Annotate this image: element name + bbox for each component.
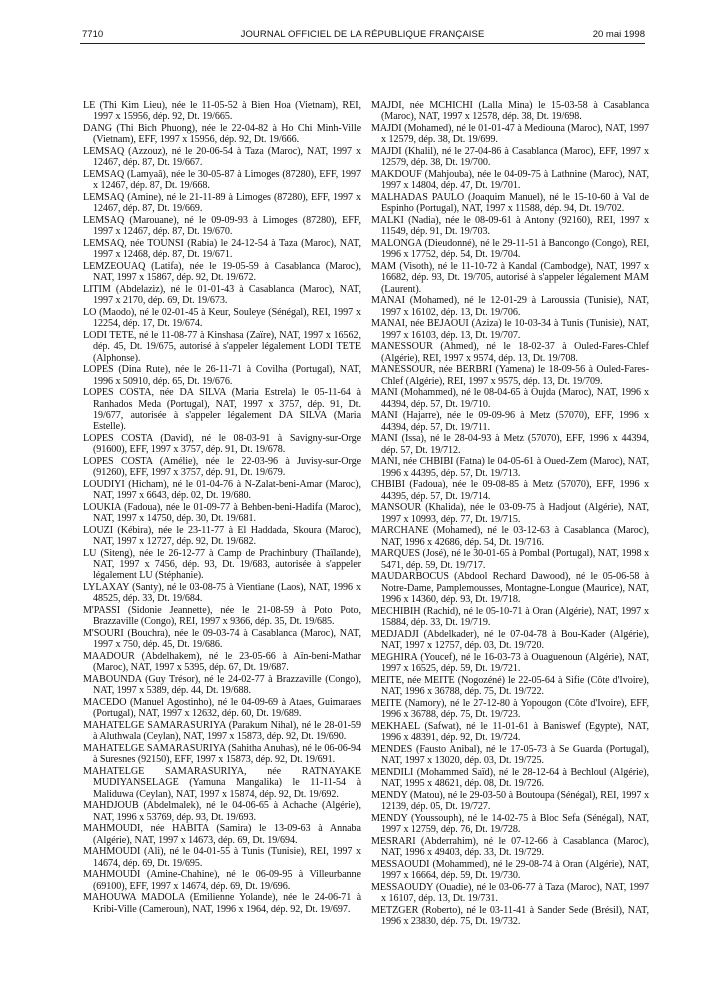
issue-date: 20 mai 1998 xyxy=(592,29,645,40)
naturalization-entry: MAUDARBOCUS (Abdool Rechard Dawood), né le 05-06-58 à Notre-Dame, Pamplemousses, Montagne-Longue (Maurice), NAT, 1996 x 14360, dép. 93, Dt. 19/718. xyxy=(371,571,649,605)
left-column xyxy=(83,100,361,928)
naturalization-entry: LOPES (Dina Rute), née le 26-11-71 à Covilha (Portugal), NAT, 1996 x 50910, dép. 65, Dt. 19/676. xyxy=(83,364,361,387)
naturalization-entry: MAHATELGE SAMARASURIYA, née RATNAYAKE MUDIYANSELAGE (Yamuna Mangalika) le 11-11-54 à Maliduwa (Ceylan), NAT, 1997 x 15874, dép. 92, Dt. 19/692. xyxy=(83,766,361,800)
naturalization-entry: MEKHAEL (Safwat), né le 11-01-61 à Baniswef (Egypte), NAT, 1996 x 48391, dép. 92, Dt. 19/724. xyxy=(371,720,649,743)
naturalization-entry: MAADOUR (Abdelhakem), né le 23-05-66 à Aïn-beni-Mathar (Maroc), NAT, 1997 x 5395, dép. 67, Dt. 19/687. xyxy=(83,651,361,674)
naturalization-entry: MAHMOUDI (Ali), né le 04-01-55 à Tunis (Tunisie), REI, 1997 x 14674, dép. 69, Dt. 19/695. xyxy=(83,846,361,869)
page-number: 7710 xyxy=(82,29,104,40)
naturalization-entry: MAHATELGE SAMARASURIYA (Sahitha Anuhas), né le 06-06-94 à Suresnes (92150), EFF, 1997 x 15873, dép. 92, Dt. 19/691. xyxy=(83,743,361,766)
document-body xyxy=(83,100,649,928)
naturalization-entry: LEMSAQ (Azzouz), né le 20-06-54 à Taza (Maroc), NAT, 1997 x 12467, dép. 87, Dt. 19/667. xyxy=(83,146,361,169)
naturalization-entry: MAHMOUDI (Amine-Chahine), né le 06-09-95 à Villeurbanne (69100), EFF, 1997 x 14674, dép. 69, Dt. 19/696. xyxy=(83,869,361,892)
naturalization-entry: MECHIBIH (Rachid), né le 05-10-71 à Oran (Algérie), NAT, 1997 x 15884, dép. 33, Dt. 19/719. xyxy=(371,605,649,628)
naturalization-entry: LOUKIA (Fadoua), née le 01-09-77 à Behben-beni-Hadifa (Maroc), NAT, 1997 x 14750, dép. 30, Dt. 19/681. xyxy=(83,501,361,524)
naturalization-entry: LE (Thi Kim Lieu), née le 11-05-52 à Bien Hoa (Vietnam), REI, 1997 x 15956, dép. 92, Dt. 19/665. xyxy=(83,100,361,123)
naturalization-entry: MAKDOUF (Mahjouba), née le 04-09-75 à Lathnine (Maroc), NAT, 1997 x 14804, dép. 47, Dt. 19/701. xyxy=(371,169,649,192)
naturalization-entry: MEITE (Namory), né le 27-12-80 à Yopougon (Côte d'Ivoire), EFF, 1996 x 36788, dép. 75, Dt. 19/723. xyxy=(371,697,649,720)
page-header xyxy=(0,0,725,44)
naturalization-entry: MANI (Issa), né le 28-04-93 à Metz (57070), EFF, 1996 x 44394, dép. 57, Dt. 19/712. xyxy=(371,433,649,456)
naturalization-entry: MAJDI, née MCHICHI (Lalla Mina) le 15-03-58 à Casablanca (Maroc), NAT, 1997 x 12578, dép. 38, Dt. 19/698. xyxy=(371,100,649,123)
naturalization-entry: LYLAXAY (Santy), né le 03-08-75 à Vientiane (Laos), NAT, 1996 x 48525, dép. 33, Dt. 19/684. xyxy=(83,582,361,605)
naturalization-entry: MALKI (Nadia), née le 08-09-61 à Antony (92160), REI, 1997 x 11549, dép. 91, Dt. 19/703. xyxy=(371,215,649,238)
naturalization-entry: LEMSAQ (Amine), né le 21-11-89 à Limoges (87280), EFF, 1997 x 12467, dép. 87, Dt. 19/669. xyxy=(83,192,361,215)
naturalization-entry: LODI TETE, né le 11-08-77 à Kinshasa (Zaïre), NAT, 1997 x 16562, dép. 45, Dt. 19/675, autorisé à s'appeler légalement LODI TETE (Alphonse). xyxy=(83,330,361,364)
right-column xyxy=(371,100,649,928)
naturalization-entry: MENDILI (Mohammed Saïd), né le 28-12-64 à Bechloul (Algérie), NAT, 1995 x 48621, dép. 08, Dt. 19/726. xyxy=(371,766,649,789)
naturalization-entry: MAHATELGE SAMARASURIYA (Parakum Nihal), né le 28-01-59 à Aluthwala (Ceylan), NAT, 1997 x 15873, dép. 92, Dt. 19/690. xyxy=(83,720,361,743)
naturalization-entry: MANAI, née BEJAOUI (Aziza) le 10-03-34 à Tunis (Tunisie), NAT, 1997 x 16103, dép. 13, Dt. 19/707. xyxy=(371,318,649,341)
naturalization-entry: MARQUES (José), né le 30-01-65 à Pombal (Portugal), NAT, 1998 x 5471, dép. 59, Dt. 19/717. xyxy=(371,548,649,571)
naturalization-entry: LEMSAQ (Marouane), né le 09-09-93 à Limoges (87280), EFF, 1997 x 12467, dép. 87, Dt. 19/670. xyxy=(83,215,361,238)
naturalization-entry: LOUDIYI (Hicham), né le 01-04-76 à N-Zalat-beni-Amar (Maroc), NAT, 1997 x 6643, dép. 02, Dt. 19/680. xyxy=(83,478,361,501)
naturalization-entry: LEMZEOUAQ (Latifa), née le 19-05-59 à Casablanca (Maroc), NAT, 1997 x 15867, dép. 92, Dt. 19/672. xyxy=(83,261,361,284)
naturalization-entry: LU (Siteng), née le 26-12-77 à Camp de Prachinbury (Thaïlande), NAT, 1997 x 7456, dép. 93, Dt. 19/683, autorisée à s'appeler légalement LU (Stéphanie). xyxy=(83,547,361,582)
naturalization-entry: M'PASSI (Sidonie Jeannette), née le 21-08-59 à Poto Poto, Brazzaville (Congo), REI, 1997 x 9366, dép. 35, Dt. 19/685. xyxy=(83,605,361,628)
naturalization-entry: LEMSAQ (Lamyaâ), née le 30-05-87 à Limoges (87280), EFF, 1997 x 12467, dép. 87, Dt. 19/668. xyxy=(83,169,361,192)
naturalization-entry: MANI (Mohammed), né le 08-04-65 à Oujda (Maroc), NAT, 1996 x 44394, dép. 57, Dt. 19/710. xyxy=(371,387,649,410)
naturalization-entry: LOPES COSTA (Amélie), née le 22-03-96 à Juvisy-sur-Orge (91260), EFF, 1997 x 3757, dép. 91, Dt. 19/679. xyxy=(83,455,361,478)
naturalization-entry: MANESSOUR (Ahmed), né le 18-02-37 à Ouled-Fares-Chlef (Algérie), REI, 1997 x 9574, dép. 13, Dt. 19/708. xyxy=(371,341,649,364)
naturalization-entry: MABOUNDA (Guy Trésor), né le 24-02-77 à Brazzaville (Congo), NAT, 1997 x 5389, dép. 44, Dt. 19/688. xyxy=(83,674,361,697)
naturalization-entry: MACEDO (Manuel Agostinho), né le 04-09-69 à Ataes, Guimaraes (Portugal), NAT, 1997 x 12632, dép. 60, Dt. 19/689. xyxy=(83,697,361,720)
naturalization-entry: MAHMOUDI, née HABITA (Samira) le 13-09-63 à Annaba (Algérie), NAT, 1997 x 14673, dép. 69, Dt. 19/694. xyxy=(83,823,361,846)
naturalization-entry: MAM (Visoth), né le 11-10-72 à Kandal (Cambodge), NAT, 1997 x 16682, dép. 93, Dt. 19/705, autorisé à s'appeler légalement MAM (Laurent). xyxy=(371,261,649,295)
naturalization-entry: DANG (Thi Bich Phuong), née le 22-04-82 à Ho Chi Minh-Ville (Vietnam), EFF, 1997 x 15956, dép. 92, Dt. 19/666. xyxy=(83,123,361,146)
naturalization-entry: MANI, née CHBIBI (Fatna) le 04-05-61 à Oued-Zem (Maroc), NAT, 1996 x 44395, dép. 57, Dt. 19/713. xyxy=(371,456,649,479)
naturalization-entry: MANAI (Mohamed), né le 12-01-29 à Laroussia (Tunisie), NAT, 1997 x 16102, dép. 13, Dt. 19/706. xyxy=(371,295,649,318)
naturalization-entry: MARCHANE (Mohamed), né le 03-12-63 à Casablanca (Maroc), NAT, 1996 x 42686, dép. 54, Dt. 19/716. xyxy=(371,525,649,548)
naturalization-entry: LOPES COSTA, née DA SILVA (Maria Estrela) le 05-11-64 à Ranhados Meda (Portugal), NAT, 1997 x 3757, dép. 91, Dt. 19/677, autorisée à s'appeler légalement DA SILVA (Maria Estelle). xyxy=(83,387,361,432)
naturalization-entry: METZGER (Roberto), né le 03-11-41 à Sander Sede (Brésil), NAT, 1996 x 23830, dép. 75, Dt. 19/732. xyxy=(371,904,649,927)
naturalization-entry: MALONGA (Dieudonné), né le 29-11-51 à Bancongo (Congo), REI, 1996 x 17752, dép. 54, Dt. 19/704. xyxy=(371,238,649,261)
naturalization-entry: LEMSAQ, née TOUNSI (Rabia) le 24-12-54 à Taza (Maroc), NAT, 1997 x 12468, dép. 87, Dt. 19/671. xyxy=(83,238,361,261)
naturalization-entry: MEGHIRA (Youcef), né le 16-03-73 à Ouaguenoun (Algérie), NAT, 1997 x 16525, dép. 59, Dt. 19/721. xyxy=(371,651,649,674)
naturalization-entry: LOPES COSTA (David), né le 08-03-91 à Savigny-sur-Orge (91600), EFF, 1997 x 3757, dép. 91, Dt. 19/678. xyxy=(83,432,361,455)
naturalization-entry: MENDY (Matou), né le 29-03-50 à Boutoupa (Sénégal), REI, 1997 x 12139, dép. 05, Dt. 19/727. xyxy=(371,789,649,812)
naturalization-entry: MANI (Hajarre), née le 09-09-96 à Metz (57070), EFF, 1996 x 44394, dép. 57, Dt. 19/711. xyxy=(371,410,649,433)
naturalization-entry: MAJDI (Mohamed), né le 01-01-47 à Mediouna (Maroc), NAT, 1997 x 12579, dép. 38, Dt. 19/699. xyxy=(371,123,649,146)
journal-title: JOURNAL OFFICIEL DE LA RÉPUBLIQUE FRANÇAISE xyxy=(240,29,485,40)
naturalization-entry: MEDJADJI (Abdelkader), né le 07-04-78 à Bou-Kader (Algérie), NAT, 1997 x 12757, dép. 03, Dt. 19/720. xyxy=(371,628,649,651)
naturalization-entry: MANSOUR (Khalida), née le 03-09-75 à Hadjout (Algérie), NAT, 1997 x 10993, dép. 77, Dt. 19/715. xyxy=(371,502,649,525)
naturalization-entry: MEITE, née MEITE (Nogozéné) le 22-05-64 à Sifie (Côte d'Ivoire), NAT, 1996 x 36788, dép. 75, Dt. 19/722. xyxy=(371,674,649,697)
header-rule xyxy=(80,43,645,44)
naturalization-entry: CHBIBI (Fadoua), née le 09-08-85 à Metz (57070), EFF, 1996 x 44395, dép. 57, Dt. 19/714. xyxy=(371,479,649,502)
naturalization-entry: MANESSOUR, née BERBRI (Yamena) le 18-09-56 à Ouled-Fares-Chlef (Algérie), REI, 1997 x 9575, dép. 13, Dt. 19/709. xyxy=(371,364,649,387)
naturalization-entry: MESSAOUDY (Ouadie), né le 03-06-77 à Taza (Maroc), NAT, 1997 x 16107, dép. 13, Dt. 19/731. xyxy=(371,881,649,904)
naturalization-entry: LO (Maodo), né le 02-01-45 à Keur, Souleye (Sénégal), REI, 1997 x 12254, dép. 17, Dt. 19/674. xyxy=(83,307,361,330)
naturalization-entry: MALHADAS PAULO (Joaquim Manuel), né le 15-10-60 à Val de Espinho (Portugal), NAT, 1997 x 11588, dép. 94, Dt. 19/702. xyxy=(371,192,649,215)
naturalization-entry: LOUZI (Kébira), née le 23-11-77 à El Haddada, Skoura (Maroc), NAT, 1997 x 12727, dép. 92, Dt. 19/682. xyxy=(83,524,361,547)
naturalization-entry: MESRARI (Abderrahim), né le 07-12-66 à Casablanca (Maroc), NAT, 1996 x 49403, dép. 33, Dt. 19/729. xyxy=(371,835,649,858)
naturalization-entry: MENDY (Youssouph), né le 14-02-75 à Bloc Sefa (Sénégal), NAT, 1997 x 12759, dép. 76, Dt. 19/728. xyxy=(371,812,649,835)
naturalization-entry: MENDES (Fausto Anibal), né le 17-05-73 à Se Guarda (Portugal), NAT, 1997 x 13020, dép. 03, Dt. 19/725. xyxy=(371,743,649,766)
naturalization-entry: MAHOUWA MADOLA (Emilienne Yolande), née le 24-06-71 à Kribi-Ville (Cameroun), NAT, 1996 x 1964, dép. 92, Dt. 19/697. xyxy=(83,892,361,915)
naturalization-entry: M'SOURI (Bouchra), née le 09-03-74 à Casablanca (Maroc), NAT, 1997 x 750, dép. 45, Dt. 19/686. xyxy=(83,628,361,651)
naturalization-entry: LITIM (Abdelaziz), né le 01-01-43 à Casablanca (Maroc), NAT, 1997 x 2170, dép. 69, Dt. 19/673. xyxy=(83,284,361,307)
naturalization-entry: MAHDJOUB (Abdelmalek), né le 04-06-65 à Achache (Algérie), NAT, 1996 x 53769, dép. 93, Dt. 19/693. xyxy=(83,800,361,823)
naturalization-entry: MESSAOUDI (Mohammed), né le 29-08-74 à Oran (Algérie), NAT, 1997 x 16664, dép. 59, Dt. 19/730. xyxy=(371,858,649,881)
naturalization-entry: MAJDI (Khalil), né le 27-04-86 à Casablanca (Maroc), EFF, 1997 x 12579, dép. 38, Dt. 19/700. xyxy=(371,146,649,169)
